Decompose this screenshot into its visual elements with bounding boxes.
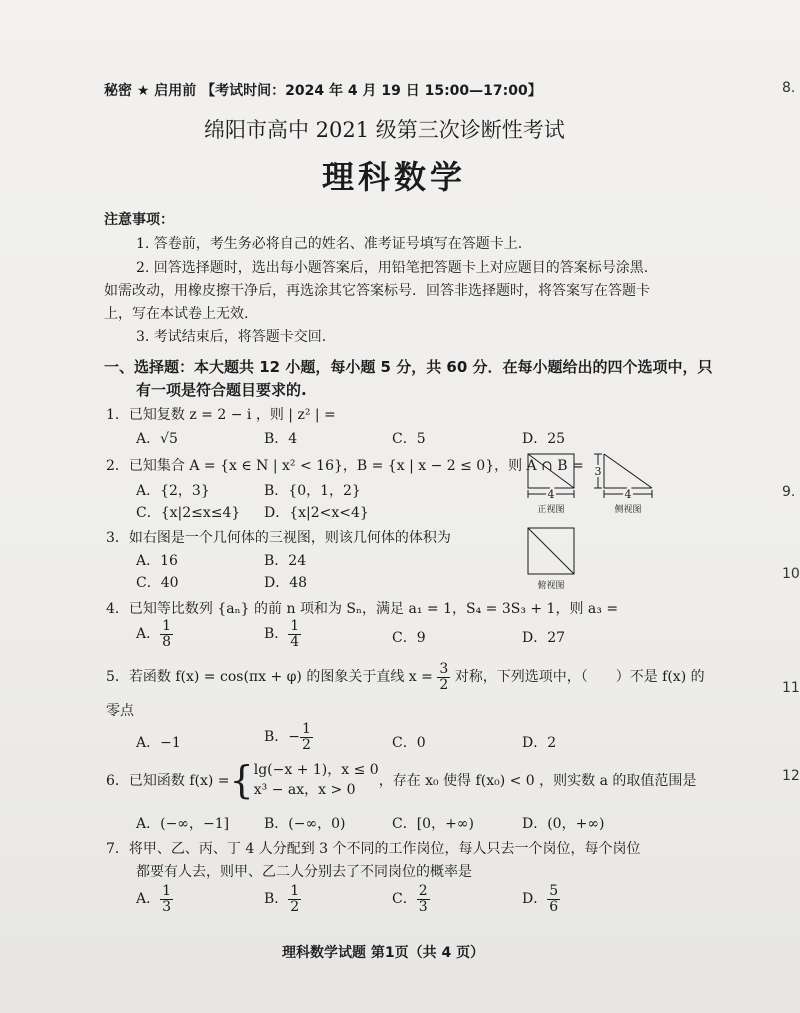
q4-option-b: B． $\frac{1}{4}$: [264, 618, 300, 650]
q6-option-a: A．(−∞，−1]: [136, 816, 230, 832]
q5-stem-cont: 零点: [106, 703, 134, 719]
q5-option-b: B．− $\frac{1}{2}$: [264, 721, 311, 753]
front-width-dim: 4: [547, 488, 555, 501]
side-view-label: 侧视图: [614, 505, 642, 515]
q5-option-c: C．0: [392, 735, 426, 751]
page-footer: 理科数学试题 第1页（共 4 页）: [282, 945, 485, 961]
q3-option-d: D．48: [264, 575, 308, 591]
exam-title: 绵阳市高中 2021 级第三次诊断性考试: [204, 118, 565, 142]
notice-item-3: 3. 考试结束后，将答题卡交回.: [136, 329, 327, 345]
q7-option-d: D． $\frac{5}{6}$: [522, 883, 559, 915]
edge-number-12: 12: [782, 768, 800, 784]
edge-number-8: 8.: [782, 80, 796, 96]
q6-option-b: B．(−∞，0): [264, 816, 346, 832]
q4-option-d: D．27: [522, 630, 566, 646]
front-view-label: 正视图: [537, 505, 565, 515]
q1-option-d: D．25: [522, 431, 566, 447]
subject-title: 理科数学: [322, 158, 467, 196]
q3-option-a: A．16: [136, 553, 178, 569]
q5-option-a: A．−1: [136, 735, 181, 751]
side-width-dim: 4: [624, 488, 632, 501]
edge-number-9: 9.: [782, 484, 796, 500]
notice-item-2-end: 上，写在本试卷上无效.: [104, 306, 249, 322]
q2-option-b: B．{0，1，2}: [264, 483, 361, 499]
notice-item-1: 1. 答卷前，考生务必将自己的姓名、准考证号填写在答题卡上.: [136, 236, 523, 252]
side-view: [594, 454, 652, 498]
q4-option-c: C．9: [392, 630, 426, 646]
top-view: [528, 528, 574, 574]
q2-option-d: D．{x|2<x<4}: [264, 505, 369, 521]
edge-number-11: 11: [782, 680, 800, 696]
q6-option-d: D．(0，+∞): [522, 816, 605, 832]
q7-option-b: B． $\frac{1}{2}$: [264, 883, 300, 915]
q5-stem: 5．若函数 f(x) = cos(πx + φ) 的图象关于直线 x = $\frac{3}{2}$ 对称，下列选项中，（ ）不是 f(x) 的: [106, 661, 705, 693]
q6-option-c: C．[0，+∞): [392, 816, 474, 832]
q3-option-c: C．40: [136, 575, 179, 591]
notice-item-2-cont: 如需改动，用橡皮擦干净后，再选涂其它答案标号．回答非选择题时，将答案写在答题卡: [104, 283, 650, 299]
notice-item-2: 2. 回答选择题时，选出每小题答案后，用铅笔把答题卡上对应题目的答案标号涂黑.: [136, 260, 649, 276]
q2-option-c: C．{x|2≤x≤4}: [136, 505, 241, 521]
top-view-label: 俯视图: [537, 581, 565, 591]
q4-option-a: A． $\frac{1}{8}$: [136, 618, 172, 650]
q7-stem: 7．将甲、乙、丙、丁 4 人分配到 3 个不同的工作岗位，每人只去一个岗位，每个岗位: [106, 841, 641, 857]
q1-option-b: B．4: [264, 431, 298, 447]
q6-stem: 6．已知函数 f(x) ={ lg(−x + 1)，x ≤ 0 x³ − ax，x > 0 ，存在 x₀ 使得 f(x₀) < 0 ，则实数 a 的取值范围是: [106, 758, 697, 802]
q1-option-c: C．5: [392, 431, 426, 447]
q5-option-d: D．2: [522, 735, 557, 751]
side-height-dim: 3: [594, 465, 602, 478]
q1-stem: 1．已知复数 z = 2 − i ，则 | z² | =: [106, 407, 336, 423]
notice-heading: 注意事项：: [104, 212, 174, 228]
section1-heading: 一、选择题：本大题共 12 小题，每小题 5 分，共 60 分．在每小题给出的四个选项中，只: [104, 358, 713, 376]
q4-stem: 4．已知等比数列 {aₙ} 的前 n 项和为 Sₙ，满足 a₁ = 1，S₄ = 3S₃ + 1，则 a₃ =: [106, 601, 619, 617]
q1-option-a: A．√5: [136, 431, 178, 447]
three-view-figure: [520, 448, 670, 594]
q3-option-b: B．24: [264, 553, 307, 569]
edge-number-10: 10: [782, 566, 800, 582]
q7-option-a: A． $\frac{1}{3}$: [136, 883, 172, 915]
q3-stem: 3．如右图是一个几何体的三视图，则该几何体的体积为: [106, 530, 451, 546]
q7-option-c: C． $\frac{2}{3}$: [392, 883, 428, 915]
secret-line: 秘密 ★ 启用前 【考试时间：2024 年 4 月 19 日 15:00—17:00】: [104, 83, 542, 99]
q2-stem: 2．已知集合 A = {x ∈ N | x² < 16}，B = {x | x − 2 ≤ 0}，则 A ∩ B =: [106, 458, 584, 474]
q2-option-a: A．{2，3}: [136, 483, 210, 499]
section1-heading-cont: 有一项是符合题目要求的.: [136, 381, 307, 399]
q7-stem-cont: 都要有人去，则甲、乙二人分别去了不同岗位的概率是: [136, 864, 472, 880]
